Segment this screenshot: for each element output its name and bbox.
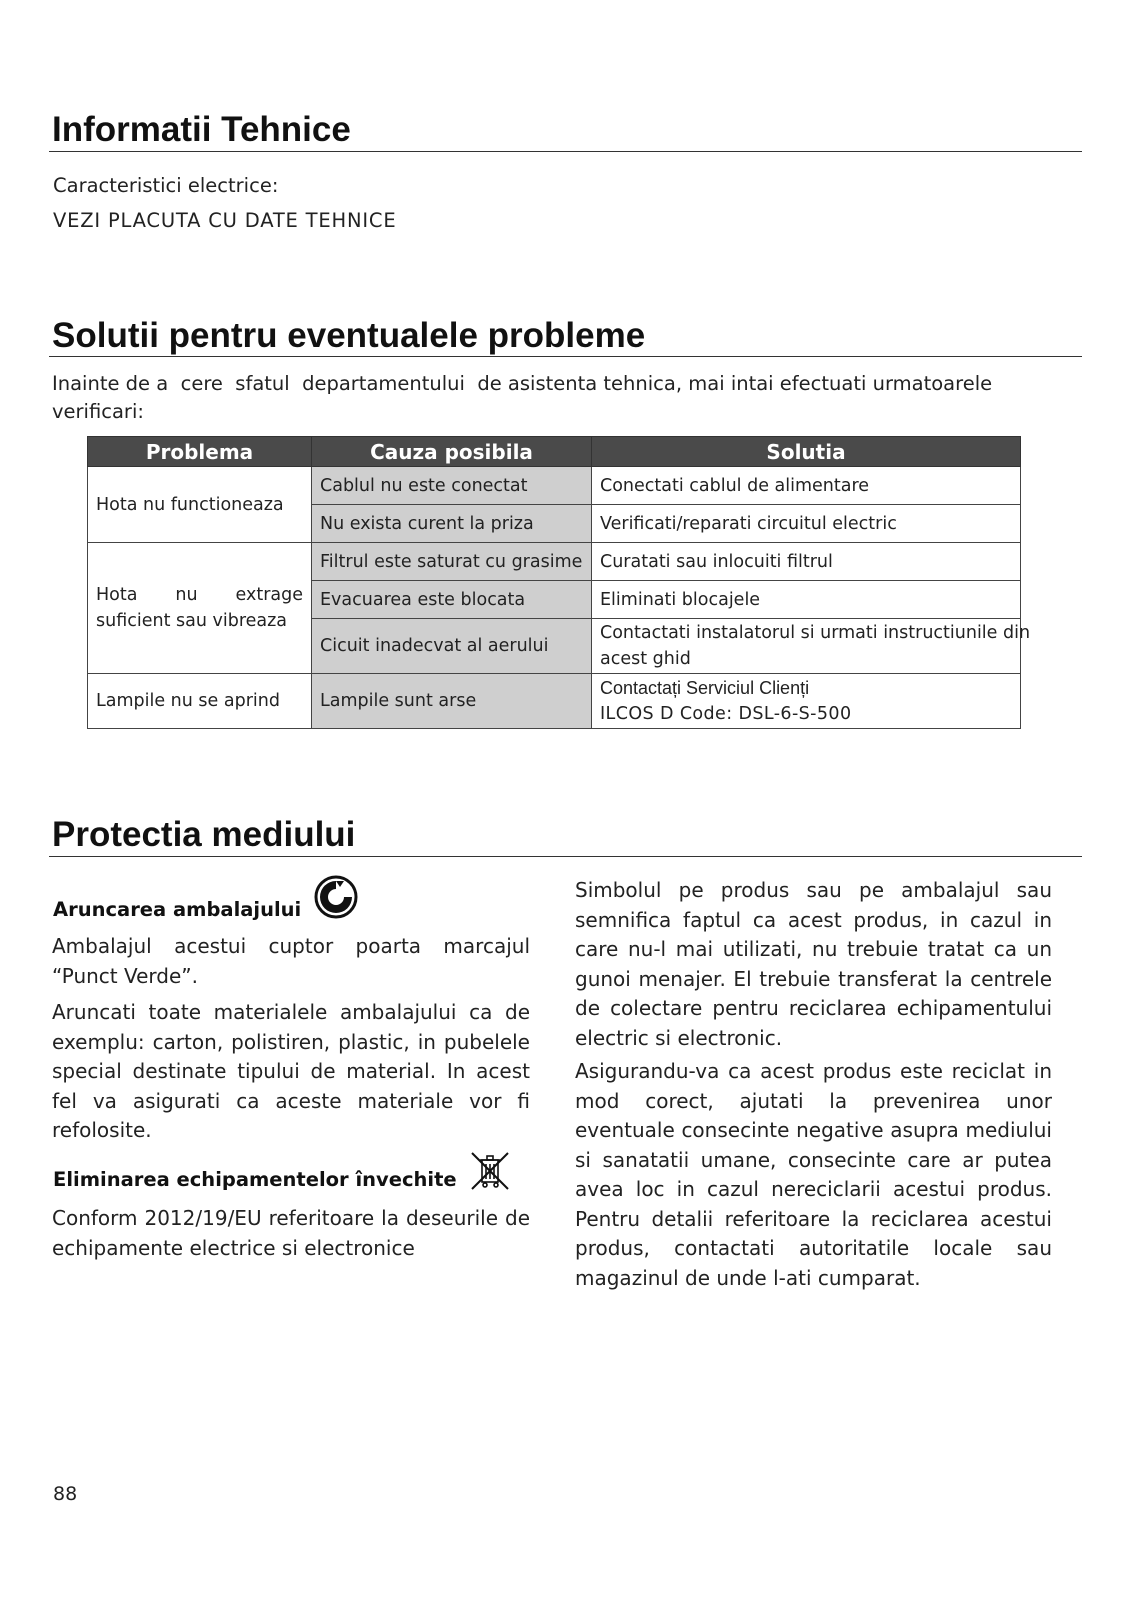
table-row: [88, 543, 1021, 581]
green-dot-icon: [314, 875, 358, 919]
cause-cell: Lampile sunt arse: [312, 674, 592, 729]
section-rule: [49, 356, 1082, 357]
packaging-paragraph-1: Ambalajul acestui cuptor poarta marcajul “Punct Verde”.: [52, 934, 530, 988]
table-row: [88, 674, 1021, 729]
packaging-paragraph-2: Aruncati toate materialele ambalajului ca de exemplu: carton, polistiren, plastic, in pubelele special destinate tipului de material. In acest fel va asigurati ca aceste materiale vor fi refolosite.: [52, 1000, 530, 1142]
troubleshooting-table: [87, 436, 1031, 729]
section-title-troubleshooting: Solutii pentru eventualele probleme: [52, 316, 646, 355]
weee-paragraph: Conform 2012/19/EU referitoare la deseurile de echipamente electrice si electronice: [52, 1206, 530, 1260]
section-rule: [49, 856, 1082, 857]
cause-cell: Filtrul este saturat cu grasime: [312, 543, 592, 581]
header-solution: Solutia: [592, 437, 1021, 467]
troubleshooting-intro-line1: Inainte de a cere sfatul departamentului de asistenta tehnica, mai intai efectuati urmatoarele: [52, 372, 993, 395]
header-cause: Cauza posibila: [312, 437, 592, 467]
symbol-paragraph: Simbolul pe produs sau pe ambalajul sau semnifica faptul ca acest produs, in cazul in care nu-l mai utilizati, nu trebuie tratat ca un gunoi menajer. El trebuie transferat la centrele de colectare pentru reciclarea echipamentului electric si electronic.: [575, 878, 1052, 1050]
page-number: 88: [53, 1483, 78, 1505]
cause-cell: Cablul nu este conectat: [312, 467, 592, 505]
solution-cell: Conectati cablul de alimentare: [592, 467, 1021, 505]
section-rule: [49, 151, 1082, 152]
cause-cell: Nu exista curent la priza: [312, 505, 592, 543]
section-title-tech: Informatii Tehnice: [52, 110, 351, 149]
solution-cell: Curatati sau inlocuiti filtrul: [592, 543, 1021, 581]
electrical-characteristics-label: Caracteristici electrice:: [53, 174, 279, 197]
solution-line: Contactati instalatorul si urmati instructiunile din: [600, 623, 1031, 643]
solution-cell: [592, 674, 1021, 729]
see-rating-plate-text: VEZI PLACUTA CU DATE TEHNICE: [53, 209, 397, 232]
old-equipment-heading: Eliminarea echipamentelor învechite: [53, 1168, 457, 1191]
section-title-environment: Protectia mediului: [52, 815, 356, 854]
cause-cell: Evacuarea este blocata: [312, 581, 592, 619]
table-header-row: [88, 437, 1021, 467]
header-problem: Problema: [88, 437, 312, 467]
cause-cell: Cicuit inadecvat al aerului: [312, 619, 592, 674]
troubleshooting-intro-line2: verificari:: [52, 400, 144, 423]
solution-line: Contactați Serviciul Clienți: [600, 678, 810, 698]
table-row: [88, 467, 1021, 505]
solution-line: acest ghid: [600, 649, 691, 669]
solution-cell: Verificati/reparati circuitul electric: [592, 505, 1021, 543]
problem-cell: [88, 543, 312, 674]
solution-line: ILCOS D Code: DSL-6-S-500: [600, 704, 852, 724]
solution-cell: Eliminati blocajele: [592, 581, 1021, 619]
problem-cell: Lampile nu se aprind: [88, 674, 312, 729]
problem-cell: Hota nu functioneaza: [88, 467, 312, 543]
crossed-bin-icon: [469, 1150, 511, 1192]
recycling-paragraph: Asigurandu-va ca acest produs este reciclat in mod corect, ajutati la prevenirea unor eventuale consecinte negative asupra mediului si sanatatii umane, consecinte care ar putea avea loc in cazul nereciclarii acestui produs. Pentru detalii referitoare la reciclarea acestui produs, contactati autoritatile locale sau magazinul de unde l-ati cumparat.: [575, 1059, 1052, 1290]
packaging-disposal-heading: Aruncarea ambalajului: [53, 898, 302, 921]
solution-cell: [592, 619, 1031, 674]
problem-line: suficient sau vibreaza: [96, 611, 288, 631]
problem-line: Hota nu extrage: [96, 585, 303, 605]
